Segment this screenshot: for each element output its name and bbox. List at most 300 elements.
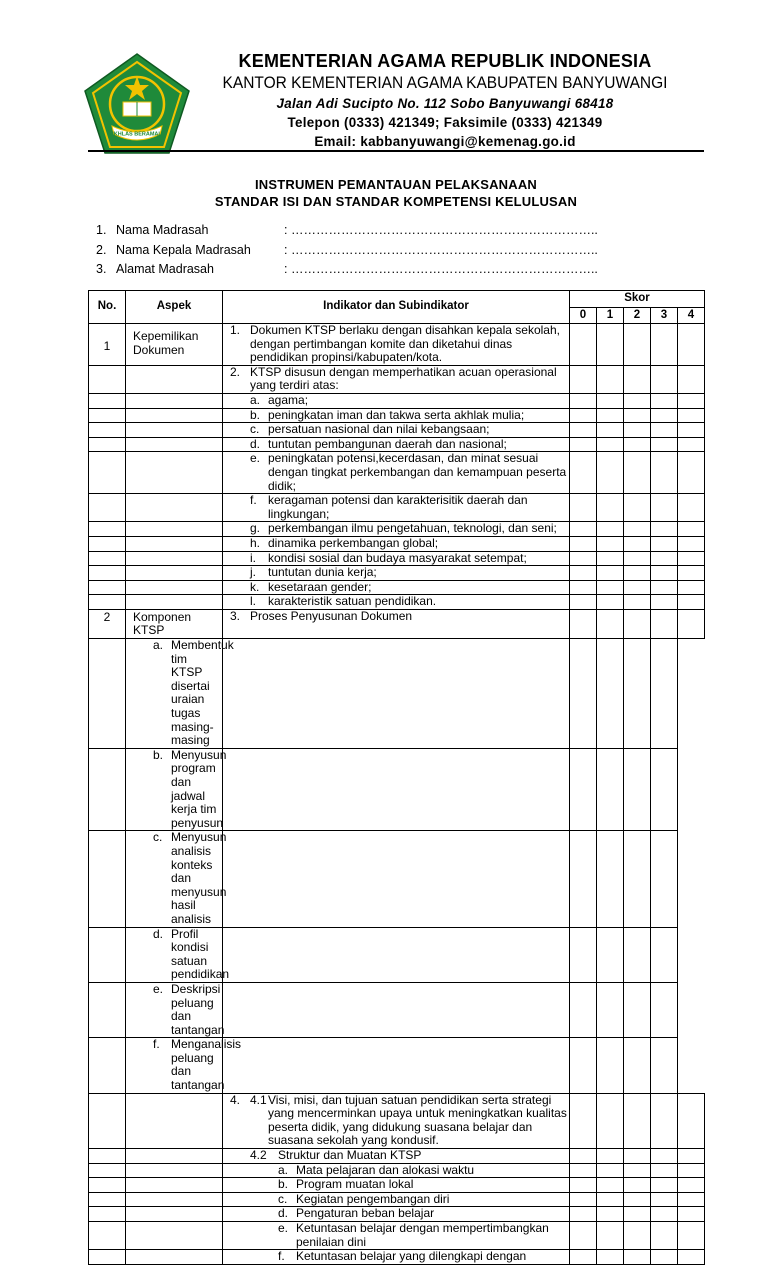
score-cell[interactable]	[651, 393, 678, 408]
sub-indicator-item	[230, 522, 567, 536]
score-cell[interactable]	[597, 1093, 624, 1148]
score-cell[interactable]	[570, 437, 597, 452]
indicator-cell	[223, 566, 570, 581]
score-cell[interactable]	[597, 566, 624, 581]
sub-indicator-marker: i.	[250, 550, 256, 565]
table-row	[89, 927, 705, 982]
score-cell[interactable]	[678, 452, 705, 494]
score-cell[interactable]	[597, 1178, 624, 1193]
score-cell[interactable]	[651, 522, 678, 537]
score-cell[interactable]	[570, 982, 597, 1037]
score-cell[interactable]	[624, 566, 651, 581]
score-cell[interactable]	[570, 831, 597, 927]
sub-rows-3	[89, 639, 705, 1094]
score-cell[interactable]	[570, 595, 597, 610]
score-cell[interactable]	[624, 609, 651, 638]
sub-indicator-item	[230, 1250, 567, 1264]
score-cell[interactable]	[624, 393, 651, 408]
sub-indicator-text: Kegiatan pengembangan diri	[296, 1191, 450, 1206]
score-cell[interactable]	[570, 639, 597, 749]
score-cell[interactable]	[597, 595, 624, 610]
table-row	[89, 1038, 705, 1093]
empty-no-cell	[89, 566, 126, 581]
sub-indicator-item	[230, 1207, 567, 1221]
score-cell[interactable]	[624, 1149, 651, 1164]
identity-blank: : ………………………………………………………………..	[284, 242, 598, 257]
sub-indicator-marker: b.	[153, 747, 164, 762]
score-col-4: 4	[678, 308, 705, 324]
score-cell[interactable]	[624, 522, 651, 537]
score-cell[interactable]	[678, 1093, 705, 1148]
sub-indicator-item	[133, 830, 227, 926]
score-cell[interactable]	[678, 1250, 705, 1265]
table-row	[89, 580, 705, 595]
table-row	[89, 1250, 705, 1265]
score-cell[interactable]	[570, 1163, 597, 1178]
score-cell[interactable]	[624, 1207, 651, 1222]
identity-blank: : ………………………………………………………………..	[284, 223, 598, 237]
sub-indicator-text: karakteristik satuan pendidikan.	[268, 594, 437, 609]
score-cell[interactable]	[678, 393, 705, 408]
score-cell[interactable]	[678, 536, 705, 551]
indicator-text: KTSP disusun dengan memperhatikan acuan operasional yang terdiri atas:	[250, 364, 557, 393]
score-cell[interactable]	[651, 452, 678, 494]
sub-indicator-marker: d.	[250, 436, 261, 451]
sub-indicator-item	[230, 581, 567, 595]
score-cell[interactable]	[651, 982, 678, 1037]
score-cell[interactable]	[597, 609, 624, 638]
sub-indicator-item	[230, 1222, 567, 1249]
score-cell[interactable]	[651, 1163, 678, 1178]
sub-indicator-text: Program muatan lokal	[296, 1177, 414, 1192]
score-cell[interactable]	[570, 566, 597, 581]
office-email: Email: kabbanyuwangi@kemenag.go.id	[314, 134, 576, 149]
sub-indicator-marker: a.	[278, 1162, 289, 1177]
score-cell[interactable]	[678, 551, 705, 566]
sub-indicator-item	[230, 1178, 567, 1192]
score-cell[interactable]	[624, 551, 651, 566]
indicator-text: Proses Penyusunan Dokumen	[250, 608, 413, 623]
score-cell[interactable]	[651, 580, 678, 595]
empty-no-cell	[89, 1038, 126, 1093]
score-cell[interactable]	[651, 408, 678, 423]
score-cell[interactable]	[597, 927, 624, 982]
sub-indicator-item	[133, 638, 234, 748]
score-cell[interactable]	[570, 494, 597, 522]
score-cell[interactable]	[624, 580, 651, 595]
score-cell[interactable]	[651, 927, 678, 982]
score-cell[interactable]	[597, 831, 624, 927]
score-cell[interactable]	[223, 1038, 570, 1093]
empty-no-cell	[89, 522, 126, 537]
sub-indicator-item	[230, 452, 567, 493]
score-cell[interactable]	[597, 639, 624, 749]
sub-indicator-marker: b.	[278, 1177, 289, 1192]
indicator-cell	[126, 1037, 242, 1093]
score-cell[interactable]	[624, 595, 651, 610]
sub-indicator-text: Deskripsi peluang dan tantangan	[171, 981, 225, 1037]
kemenag-logo	[82, 52, 192, 156]
aspect-name: Kepemilikan Dokumen	[126, 324, 223, 366]
score-cell[interactable]	[678, 324, 705, 366]
header-indikator: Indikator dan Subindikator	[223, 291, 570, 324]
score-cell[interactable]	[597, 1207, 624, 1222]
score-cell[interactable]	[570, 1093, 597, 1148]
score-cell[interactable]	[570, 1222, 597, 1250]
empty-no-cell	[89, 408, 126, 423]
score-cell[interactable]	[624, 1163, 651, 1178]
score-cell[interactable]	[678, 1222, 705, 1250]
table-row	[89, 982, 705, 1037]
score-cell[interactable]	[651, 324, 678, 366]
score-cell[interactable]	[570, 1178, 597, 1193]
sub-indicator-item	[230, 438, 567, 452]
score-cell[interactable]	[597, 365, 624, 393]
sub-indicator-text: Menyusun analisis konteks dan menyusun hasil analisis	[171, 830, 227, 926]
score-cell[interactable]	[678, 408, 705, 423]
table-row	[89, 423, 705, 438]
aspect-number: 2	[89, 609, 126, 638]
score-cell[interactable]	[223, 748, 570, 831]
score-cell[interactable]	[597, 982, 624, 1037]
score-cell[interactable]	[678, 423, 705, 438]
table-row	[89, 365, 705, 393]
score-cell[interactable]	[678, 1149, 705, 1164]
score-cell[interactable]	[651, 365, 678, 393]
score-cell[interactable]	[597, 452, 624, 494]
empty-no-cell	[89, 1207, 126, 1222]
identity-number: 2.	[96, 242, 107, 257]
score-cell[interactable]	[597, 551, 624, 566]
score-cell[interactable]	[570, 1038, 597, 1093]
title-line-1: INSTRUMEN PEMANTAUAN PELAKSANAAN	[254, 177, 538, 192]
identity-label: Nama Madrasah	[116, 223, 209, 237]
indicator-cell	[223, 551, 570, 566]
empty-aspect-cell	[126, 1250, 223, 1265]
score-cell[interactable]	[570, 609, 597, 638]
score-cell[interactable]	[597, 494, 624, 522]
empty-no-cell	[89, 639, 126, 749]
empty-no-cell	[89, 551, 126, 566]
score-cell[interactable]	[624, 1192, 651, 1207]
empty-no-cell	[89, 1178, 126, 1193]
header-row	[89, 291, 705, 308]
empty-no-cell	[89, 536, 126, 551]
score-cell[interactable]	[624, 1250, 651, 1265]
sub-indicator-marker: f.	[153, 1037, 160, 1052]
empty-aspect-cell	[126, 494, 223, 522]
score-cell[interactable]	[651, 494, 678, 522]
identity-label: Alamat Madrasah	[116, 262, 214, 276]
table-row	[89, 324, 705, 366]
empty-no-cell	[89, 365, 126, 393]
score-cell[interactable]	[597, 1163, 624, 1178]
sub-indicator-marker: h.	[250, 535, 261, 550]
score-cell[interactable]	[223, 831, 570, 927]
sub-indicator-marker: j.	[250, 565, 256, 580]
empty-aspect-cell	[126, 423, 223, 438]
score-cell[interactable]	[597, 1192, 624, 1207]
sub-indicator-marker: c.	[153, 830, 163, 845]
empty-no-cell	[89, 437, 126, 452]
score-cell[interactable]	[597, 1250, 624, 1265]
empty-aspect-cell	[126, 452, 223, 494]
indicator-text: Struktur dan Muatan KTSP	[278, 1148, 422, 1163]
score-cell[interactable]	[651, 423, 678, 438]
table-row	[89, 566, 705, 581]
empty-no-cell	[89, 423, 126, 438]
sub-indicator-item	[133, 926, 230, 982]
score-cell[interactable]	[624, 831, 651, 927]
indicator-marker: 2.	[230, 364, 241, 379]
score-cell[interactable]	[624, 1178, 651, 1193]
sub-indicator-text: Ketuntasan belajar yang dilengkapi dengan	[296, 1249, 527, 1264]
score-cell[interactable]	[678, 1192, 705, 1207]
score-cell[interactable]	[624, 452, 651, 494]
score-cell[interactable]	[651, 609, 678, 638]
table-row	[89, 452, 705, 494]
indicator-cell	[223, 1207, 570, 1222]
empty-no-cell	[89, 595, 126, 610]
score-cell[interactable]	[570, 1192, 597, 1207]
score-cell[interactable]	[624, 365, 651, 393]
score-cell[interactable]	[624, 748, 651, 831]
indicator-sub-marker: 4.1	[250, 1092, 267, 1107]
score-cell[interactable]	[624, 1038, 651, 1093]
empty-aspect-cell	[126, 437, 223, 452]
empty-no-cell	[89, 1093, 126, 1148]
table-row	[89, 536, 705, 551]
sub-indicator-item	[230, 409, 567, 423]
score-cell[interactable]	[597, 393, 624, 408]
table-row	[89, 595, 705, 610]
score-cell[interactable]	[678, 522, 705, 537]
sub-indicator-text: kondisi sosial dan budaya masyarakat setempat;	[268, 550, 527, 565]
header-no: No.	[89, 291, 126, 324]
empty-no-cell	[89, 494, 126, 522]
score-cell[interactable]	[570, 1207, 597, 1222]
score-cell[interactable]	[678, 580, 705, 595]
table-row	[89, 748, 705, 831]
sub-indicator-marker: c.	[250, 422, 260, 437]
indicator-cell	[223, 365, 570, 393]
score-cell[interactable]	[651, 551, 678, 566]
score-cell[interactable]	[651, 1222, 678, 1250]
sub-indicator-text: peningkatan potensi,kecerdasan, dan minat sesuai dengan tingkat perkembangan dan kemampuan peserta didik;	[268, 451, 567, 493]
score-cell[interactable]	[597, 423, 624, 438]
score-cell[interactable]	[570, 580, 597, 595]
indicator-item	[230, 1094, 567, 1148]
score-cell[interactable]	[570, 536, 597, 551]
indicator-cell	[126, 982, 223, 1037]
score-cell[interactable]	[624, 494, 651, 522]
score-cell[interactable]	[651, 1250, 678, 1265]
sub-indicator-text: Membentuk tim KTSP disertai uraian tugas masing-masing	[171, 638, 234, 748]
indicator-cell	[223, 1149, 570, 1164]
score-cell[interactable]	[223, 927, 570, 982]
indicator-cell	[223, 408, 570, 423]
sub-indicator-marker: b.	[250, 407, 261, 422]
score-cell[interactable]	[624, 1093, 651, 1148]
identity-label: Nama Kepala Madrasah	[116, 242, 251, 257]
score-cell[interactable]	[651, 1178, 678, 1193]
score-cell[interactable]	[223, 982, 570, 1037]
table-row	[89, 1222, 705, 1250]
score-cell[interactable]	[651, 639, 678, 749]
score-cell[interactable]	[678, 494, 705, 522]
indicator-cell	[126, 926, 230, 982]
office-address: Jalan Adi Sucipto No. 112 Sobo Banyuwangi 68418	[276, 96, 614, 111]
score-cell[interactable]	[570, 1250, 597, 1265]
score-cell[interactable]	[597, 1222, 624, 1250]
score-cell[interactable]	[651, 595, 678, 610]
empty-no-cell	[89, 1149, 126, 1164]
score-cell[interactable]	[570, 452, 597, 494]
empty-aspect-cell	[126, 365, 223, 393]
sub-indicator-text: Mata pelajaran dan alokasi waktu	[296, 1162, 475, 1177]
score-cell[interactable]	[651, 1192, 678, 1207]
score-cell[interactable]	[570, 927, 597, 982]
sub-indicator-item	[133, 1037, 242, 1093]
score-cell[interactable]	[624, 408, 651, 423]
monitoring-table	[88, 290, 705, 1265]
title-line-2: STANDAR ISI DAN STANDAR KOMPETENSI KELULUSAN	[214, 194, 578, 209]
logo-motto: IKHLAS BERAMAL	[112, 131, 162, 138]
sub-indicator-item	[230, 1164, 567, 1178]
score-cell[interactable]	[651, 437, 678, 452]
empty-no-cell	[89, 1250, 126, 1265]
score-cell[interactable]	[624, 927, 651, 982]
score-cell[interactable]	[624, 423, 651, 438]
sub-indicator-text: keragaman potensi dan karakterisitik daerah dan lingkungan;	[268, 493, 528, 521]
sub-indicator-text: Menyusun program dan jadwal kerja tim penyusun	[171, 747, 227, 830]
score-cell[interactable]	[651, 1093, 678, 1148]
score-cell[interactable]	[678, 1207, 705, 1222]
aspect-number: 1	[89, 324, 126, 366]
empty-aspect-cell	[126, 408, 223, 423]
empty-aspect-cell	[126, 595, 223, 610]
empty-no-cell	[89, 452, 126, 494]
score-cell[interactable]	[651, 536, 678, 551]
score-cell[interactable]	[651, 831, 678, 927]
sub-indicator-item	[230, 394, 567, 408]
header-aspek: Aspek	[126, 291, 223, 324]
sub-indicator-marker: d.	[153, 926, 164, 941]
indicator-marker: 4.2	[250, 1148, 267, 1163]
score-cell[interactable]	[570, 324, 597, 366]
score-cell[interactable]	[570, 1149, 597, 1164]
empty-aspect-cell	[126, 536, 223, 551]
score-cell[interactable]	[624, 437, 651, 452]
score-cell[interactable]	[597, 1038, 624, 1093]
letterhead	[200, 50, 690, 151]
score-cell[interactable]	[651, 748, 678, 831]
table-row	[89, 1149, 705, 1164]
score-cell[interactable]	[624, 536, 651, 551]
empty-no-cell	[89, 393, 126, 408]
sub-indicator-marker: k.	[250, 579, 260, 594]
score-cell[interactable]	[624, 1222, 651, 1250]
score-cell[interactable]	[624, 982, 651, 1037]
score-col-0: 0	[570, 308, 597, 324]
indicator-item	[230, 366, 567, 393]
score-cell[interactable]	[678, 566, 705, 581]
header-skor: Skor	[570, 291, 705, 308]
empty-no-cell	[89, 927, 126, 982]
table-row	[89, 408, 705, 423]
score-cell[interactable]	[678, 609, 705, 638]
sub-indicator-marker: f.	[250, 493, 257, 508]
indicator-cell	[223, 1093, 570, 1148]
score-cell[interactable]	[678, 1178, 705, 1193]
score-cell[interactable]	[624, 324, 651, 366]
sub-indicator-item	[230, 537, 567, 551]
sub-indicator-text: perkembangan ilmu pengetahuan, teknologi, dan seni;	[268, 521, 557, 536]
empty-aspect-cell	[126, 1192, 223, 1207]
score-cell[interactable]	[651, 1149, 678, 1164]
indicator-cell	[223, 1192, 570, 1207]
score-cell[interactable]	[597, 580, 624, 595]
score-cell[interactable]	[570, 423, 597, 438]
office-name: KANTOR KEMENTERIAN AGAMA KABUPATEN BANYUWANGI	[222, 74, 668, 92]
score-cell[interactable]	[570, 365, 597, 393]
score-cell[interactable]	[678, 365, 705, 393]
empty-aspect-cell	[126, 580, 223, 595]
indicator-item	[230, 324, 567, 365]
sub-indicator-item	[230, 1193, 567, 1207]
sub-indicator-text: agama;	[268, 392, 309, 407]
score-cell[interactable]	[651, 1207, 678, 1222]
indicator-cell	[126, 747, 227, 831]
score-cell[interactable]	[597, 437, 624, 452]
sub-indicator-text: persatuan nasional dan nilai kebangsaan;	[268, 422, 490, 437]
empty-aspect-cell	[126, 551, 223, 566]
indicator-cell	[223, 1178, 570, 1193]
score-cell[interactable]	[597, 408, 624, 423]
score-cell[interactable]	[597, 1149, 624, 1164]
empty-no-cell	[89, 982, 126, 1037]
score-cell[interactable]	[624, 639, 651, 749]
score-cell[interactable]	[651, 566, 678, 581]
score-cell[interactable]	[678, 595, 705, 610]
score-cell[interactable]	[597, 748, 624, 831]
score-cell[interactable]	[597, 522, 624, 537]
indicator-cell	[126, 638, 234, 749]
score-cell[interactable]	[570, 522, 597, 537]
empty-no-cell	[89, 1222, 126, 1250]
indicator-item	[230, 1149, 567, 1163]
score-cell[interactable]	[570, 408, 597, 423]
score-cell[interactable]	[570, 393, 597, 408]
score-cell[interactable]	[570, 551, 597, 566]
score-cell[interactable]	[651, 1038, 678, 1093]
sub-indicator-text: tuntutan pembangunan daerah dan nasional;	[268, 436, 507, 451]
score-cell[interactable]	[570, 748, 597, 831]
empty-aspect-cell	[126, 1163, 223, 1178]
table-row	[89, 494, 705, 522]
sub-rows-2	[89, 393, 705, 609]
score-cell[interactable]	[597, 324, 624, 366]
score-cell[interactable]	[678, 437, 705, 452]
score-cell[interactable]	[597, 536, 624, 551]
empty-no-cell	[89, 1192, 126, 1207]
indicator-text: Visi, misi, dan tujuan satuan pendidikan serta strategi yang mencerminkan upaya untuk meningkatkan kualitas peserta didik, yang didukung suasana belajar dan suasana sekolah yang kondusif.	[268, 1092, 567, 1148]
indicator-cell	[223, 1250, 570, 1265]
sub-indicator-item	[230, 494, 567, 521]
score-cell[interactable]	[223, 639, 570, 749]
score-cell[interactable]	[678, 1163, 705, 1178]
sub-indicator-marker: f.	[278, 1249, 285, 1264]
